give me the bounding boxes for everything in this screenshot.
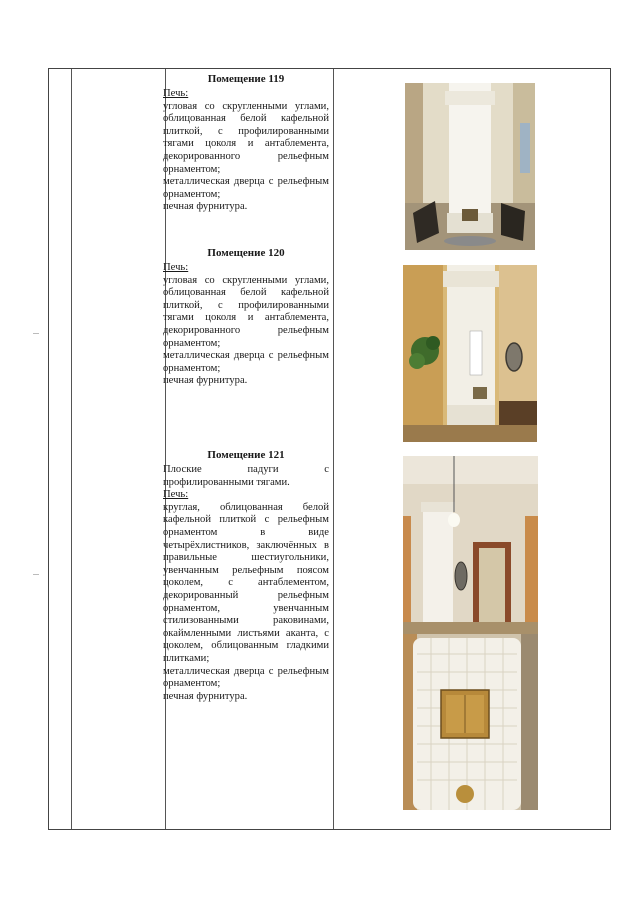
ceiling-description: Плоские падуги с профилированными тягами. [163,464,329,488]
scan-mark [33,333,39,334]
stove-fittings: печная фурнитура. [163,375,248,387]
photo-room-121-stove-door [403,634,538,810]
stove-door: металлическая дверца с рельефным орнаментом; [163,350,329,374]
room-title: Помещение 121 [207,449,285,461]
scan-mark [33,574,39,575]
stove-door: металлическая дверца с рельефным орнаментом; [163,665,329,690]
stove-label: Печь: [163,489,189,501]
stove-description: угловая со скругленными углами, облицованная белой кафельной плиткой, с профилированными тягами цоколя и антаблемента, декорированного рельефным орнаментом; [163,100,329,175]
stove-description: круглая, облицованная белой кафельной плиткой с рельефным орнаментом в виде четырёхлистников, заключённых в правильные шестиугольники, увенчанным рельефным поясом цоколем, с антаблементом, декорированный рельефным орнаментом, увенчанным стилизованными раковинами, окаймленными листьями аканта, с цоколем, облицованным гладкими плитками; [163,501,329,664]
stove-door: металлическая дверца с рельефным орнаментом; [163,176,329,200]
room-119-description [163,73,329,214]
photo-room-121-room [403,456,538,634]
stove-label: Печь: [163,262,189,273]
photo-room-119-stove [405,83,535,250]
photo-room-120-stove [403,265,537,442]
stove-fittings: печная фурнитура. [163,201,248,213]
room-title: Помещение 120 [207,247,285,259]
room-121-description [163,449,329,703]
column-divider [333,69,334,829]
room-title: Помещение 119 [207,73,285,85]
stove-description: угловая со скругленными углами, облицованная белой кафельной плиткой, с профилированными тягами цоколя и антаблемента, декорированного рельефным орнаментом; [163,274,329,349]
room-120-description [163,247,329,388]
stove-fittings: печная фурнитура. [163,690,248,702]
column-divider [71,69,72,829]
stove-label: Печь: [163,88,189,99]
